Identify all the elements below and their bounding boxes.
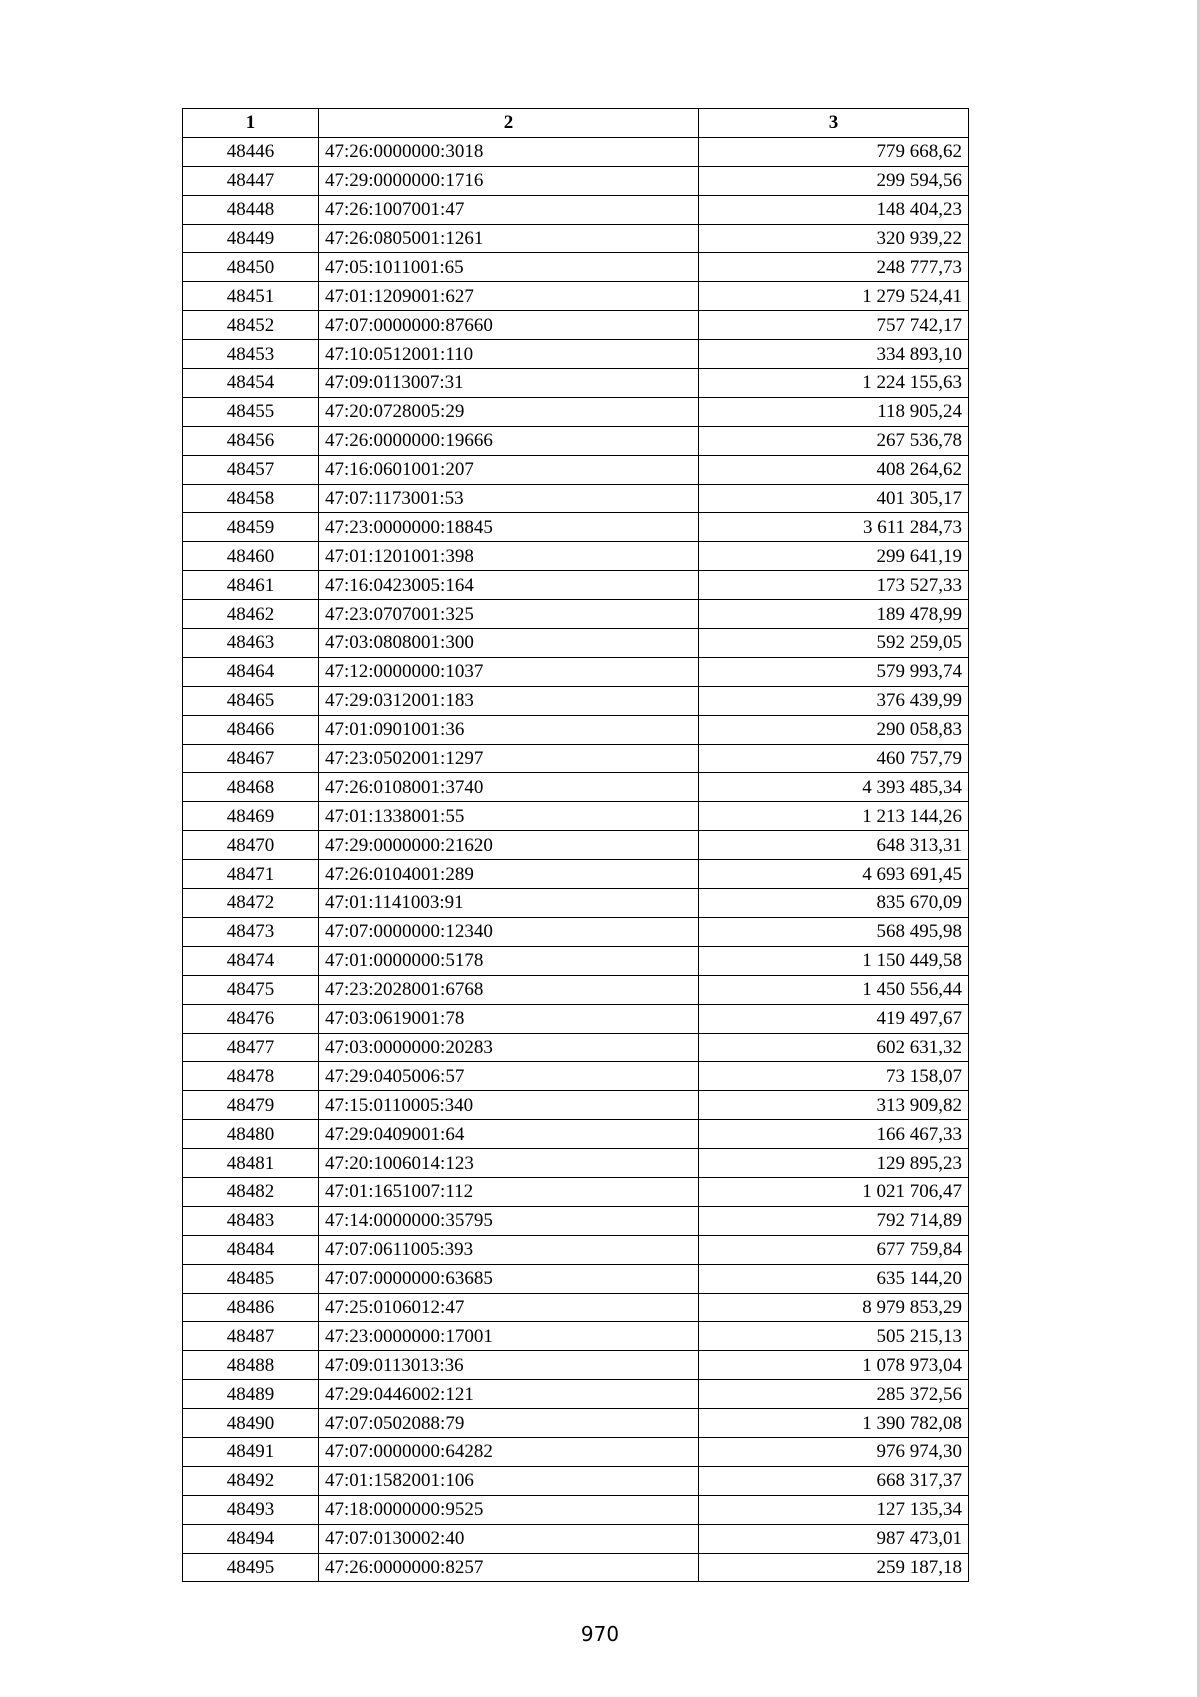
value-cell: 127 135,34 xyxy=(699,1495,969,1524)
cadastral-number-cell: 47:07:0000000:63685 xyxy=(319,1264,699,1293)
row-number-cell: 48450 xyxy=(183,253,319,282)
cadastral-number-cell: 47:07:0000000:64282 xyxy=(319,1437,699,1466)
cadastral-number-cell: 47:26:0104001:289 xyxy=(319,860,699,889)
cadastral-number-cell: 47:03:0000000:20283 xyxy=(319,1033,699,1062)
table-row xyxy=(183,1437,969,1466)
table-row xyxy=(183,1466,969,1495)
cadastral-number-cell: 47:29:0409001:64 xyxy=(319,1120,699,1149)
cadastral-number-cell: 47:09:0113007:31 xyxy=(319,369,699,398)
value-cell: 334 893,10 xyxy=(699,340,969,369)
cadastral-number-cell: 47:23:2028001:6768 xyxy=(319,975,699,1004)
value-cell: 173 527,33 xyxy=(699,571,969,600)
table-row xyxy=(183,1293,969,1322)
cadastral-number-cell: 47:03:0808001:300 xyxy=(319,629,699,658)
table-row xyxy=(183,1004,969,1033)
row-number-cell: 48490 xyxy=(183,1409,319,1438)
value-cell: 267 536,78 xyxy=(699,426,969,455)
value-cell: 148 404,23 xyxy=(699,195,969,224)
row-number-cell: 48463 xyxy=(183,629,319,658)
cadastral-number-cell: 47:20:0728005:29 xyxy=(319,397,699,426)
table-row xyxy=(183,1495,969,1524)
cadastral-number-cell: 47:29:0000000:1716 xyxy=(319,166,699,195)
table-row xyxy=(183,513,969,542)
row-number-cell: 48449 xyxy=(183,224,319,253)
value-cell: 1 213 144,26 xyxy=(699,802,969,831)
value-cell: 1 150 449,58 xyxy=(699,946,969,975)
table-row xyxy=(183,571,969,600)
column-header-3: 3 xyxy=(699,109,969,138)
table-row xyxy=(183,137,969,166)
value-cell: 248 777,73 xyxy=(699,253,969,282)
cadastral-number-cell: 47:07:0130002:40 xyxy=(319,1524,699,1553)
cadastral-number-cell: 47:29:0405006:57 xyxy=(319,1062,699,1091)
row-number-cell: 48491 xyxy=(183,1437,319,1466)
column-header-2: 2 xyxy=(319,109,699,138)
cadastral-number-cell: 47:25:0106012:47 xyxy=(319,1293,699,1322)
row-number-cell: 48460 xyxy=(183,542,319,571)
cadastral-number-cell: 47:20:1006014:123 xyxy=(319,1149,699,1178)
value-cell: 419 497,67 xyxy=(699,1004,969,1033)
cadastral-number-cell: 47:12:0000000:1037 xyxy=(319,657,699,686)
value-cell: 757 742,17 xyxy=(699,311,969,340)
row-number-cell: 48456 xyxy=(183,426,319,455)
row-number-cell: 48473 xyxy=(183,917,319,946)
row-number-cell: 48485 xyxy=(183,1264,319,1293)
value-cell: 408 264,62 xyxy=(699,455,969,484)
cadastral-number-cell: 47:23:0000000:18845 xyxy=(319,513,699,542)
table-row xyxy=(183,340,969,369)
row-number-cell: 48453 xyxy=(183,340,319,369)
table-row xyxy=(183,1033,969,1062)
cadastral-number-cell: 47:26:0000000:3018 xyxy=(319,137,699,166)
value-cell: 299 594,56 xyxy=(699,166,969,195)
value-cell: 290 058,83 xyxy=(699,715,969,744)
column-header-1: 1 xyxy=(183,109,319,138)
cadastral-number-cell: 47:09:0113013:36 xyxy=(319,1351,699,1380)
table-row xyxy=(183,1553,969,1582)
cadastral-number-cell: 47:01:1209001:627 xyxy=(319,282,699,311)
value-cell: 285 372,56 xyxy=(699,1380,969,1409)
value-cell: 835 670,09 xyxy=(699,889,969,918)
value-cell: 73 158,07 xyxy=(699,1062,969,1091)
value-cell: 677 759,84 xyxy=(699,1235,969,1264)
table-row xyxy=(183,1322,969,1351)
value-cell: 460 757,79 xyxy=(699,744,969,773)
table-row xyxy=(183,1120,969,1149)
table-row xyxy=(183,946,969,975)
value-cell: 1 224 155,63 xyxy=(699,369,969,398)
value-cell: 129 895,23 xyxy=(699,1149,969,1178)
table-row xyxy=(183,369,969,398)
cadastral-number-cell: 47:07:0000000:87660 xyxy=(319,311,699,340)
table-row xyxy=(183,311,969,340)
table-row xyxy=(183,1235,969,1264)
row-number-cell: 48480 xyxy=(183,1120,319,1149)
value-cell: 1 078 973,04 xyxy=(699,1351,969,1380)
row-number-cell: 48467 xyxy=(183,744,319,773)
table-row xyxy=(183,657,969,686)
row-number-cell: 48489 xyxy=(183,1380,319,1409)
value-cell: 635 144,20 xyxy=(699,1264,969,1293)
table-header-row xyxy=(183,109,969,138)
table-row xyxy=(183,484,969,513)
cadastral-number-cell: 47:18:0000000:9525 xyxy=(319,1495,699,1524)
table-row xyxy=(183,282,969,311)
cadastral-number-cell: 47:16:0601001:207 xyxy=(319,455,699,484)
table-row xyxy=(183,1409,969,1438)
row-number-cell: 48483 xyxy=(183,1206,319,1235)
cadastral-number-cell: 47:23:0707001:325 xyxy=(319,600,699,629)
cadastral-number-cell: 47:26:0805001:1261 xyxy=(319,224,699,253)
value-cell: 401 305,17 xyxy=(699,484,969,513)
row-number-cell: 48459 xyxy=(183,513,319,542)
value-cell: 259 187,18 xyxy=(699,1553,969,1582)
cadastral-number-cell: 47:03:0619001:78 xyxy=(319,1004,699,1033)
cadastral-number-cell: 47:01:1582001:106 xyxy=(319,1466,699,1495)
table-row xyxy=(183,1149,969,1178)
row-number-cell: 48484 xyxy=(183,1235,319,1264)
cadastral-number-cell: 47:29:0000000:21620 xyxy=(319,831,699,860)
value-cell: 792 714,89 xyxy=(699,1206,969,1235)
row-number-cell: 48479 xyxy=(183,1091,319,1120)
cadastral-number-cell: 47:01:0000000:5178 xyxy=(319,946,699,975)
table-row xyxy=(183,860,969,889)
cadastral-number-cell: 47:01:0901001:36 xyxy=(319,715,699,744)
row-number-cell: 48472 xyxy=(183,889,319,918)
cadastral-number-cell: 47:26:0000000:19666 xyxy=(319,426,699,455)
cadastral-number-cell: 47:07:0000000:12340 xyxy=(319,917,699,946)
row-number-cell: 48474 xyxy=(183,946,319,975)
row-number-cell: 48458 xyxy=(183,484,319,513)
cadastral-number-cell: 47:29:0312001:183 xyxy=(319,686,699,715)
cadastral-number-cell: 47:07:0611005:393 xyxy=(319,1235,699,1264)
row-number-cell: 48461 xyxy=(183,571,319,600)
row-number-cell: 48468 xyxy=(183,773,319,802)
row-number-cell: 48493 xyxy=(183,1495,319,1524)
table-row xyxy=(183,629,969,658)
value-cell: 189 478,99 xyxy=(699,600,969,629)
table-row xyxy=(183,1380,969,1409)
table-row xyxy=(183,715,969,744)
value-cell: 602 631,32 xyxy=(699,1033,969,1062)
table-row xyxy=(183,1062,969,1091)
row-number-cell: 48477 xyxy=(183,1033,319,1062)
value-cell: 376 439,99 xyxy=(699,686,969,715)
table-row xyxy=(183,1264,969,1293)
table-row xyxy=(183,1091,969,1120)
cadastral-number-cell: 47:07:0502088:79 xyxy=(319,1409,699,1438)
cadastral-number-cell: 47:05:1011001:65 xyxy=(319,253,699,282)
value-cell: 579 993,74 xyxy=(699,657,969,686)
data-table xyxy=(182,108,969,1582)
value-cell: 4 693 691,45 xyxy=(699,860,969,889)
value-cell: 8 979 853,29 xyxy=(699,1293,969,1322)
row-number-cell: 48494 xyxy=(183,1524,319,1553)
row-number-cell: 48476 xyxy=(183,1004,319,1033)
table-row xyxy=(183,802,969,831)
value-cell: 1 021 706,47 xyxy=(699,1177,969,1206)
table-row xyxy=(183,253,969,282)
value-cell: 592 259,05 xyxy=(699,629,969,658)
table-row xyxy=(183,975,969,1004)
row-number-cell: 48488 xyxy=(183,1351,319,1380)
row-number-cell: 48470 xyxy=(183,831,319,860)
cadastral-number-cell: 47:01:1338001:55 xyxy=(319,802,699,831)
value-cell: 668 317,37 xyxy=(699,1466,969,1495)
table-row xyxy=(183,1351,969,1380)
table-row xyxy=(183,224,969,253)
row-number-cell: 48446 xyxy=(183,137,319,166)
row-number-cell: 48481 xyxy=(183,1149,319,1178)
row-number-cell: 48465 xyxy=(183,686,319,715)
table-row xyxy=(183,542,969,571)
value-cell: 320 939,22 xyxy=(699,224,969,253)
value-cell: 4 393 485,34 xyxy=(699,773,969,802)
value-cell: 1 279 524,41 xyxy=(699,282,969,311)
page-number: 970 xyxy=(580,1622,620,1646)
row-number-cell: 48462 xyxy=(183,600,319,629)
row-number-cell: 48452 xyxy=(183,311,319,340)
row-number-cell: 48455 xyxy=(183,397,319,426)
value-cell: 299 641,19 xyxy=(699,542,969,571)
table-row xyxy=(183,686,969,715)
row-number-cell: 48487 xyxy=(183,1322,319,1351)
value-cell: 1 390 782,08 xyxy=(699,1409,969,1438)
table-row xyxy=(183,773,969,802)
table-row xyxy=(183,1206,969,1235)
cadastral-number-cell: 47:26:0000000:8257 xyxy=(319,1553,699,1582)
table-row xyxy=(183,600,969,629)
value-cell: 118 905,24 xyxy=(699,397,969,426)
row-number-cell: 48475 xyxy=(183,975,319,1004)
value-cell: 166 467,33 xyxy=(699,1120,969,1149)
cadastral-number-cell: 47:16:0423005:164 xyxy=(319,571,699,600)
cadastral-number-cell: 47:15:0110005:340 xyxy=(319,1091,699,1120)
table-row xyxy=(183,195,969,224)
value-cell: 648 313,31 xyxy=(699,831,969,860)
value-cell: 976 974,30 xyxy=(699,1437,969,1466)
value-cell: 1 450 556,44 xyxy=(699,975,969,1004)
cadastral-number-cell: 47:01:1201001:398 xyxy=(319,542,699,571)
value-cell: 568 495,98 xyxy=(699,917,969,946)
row-number-cell: 48492 xyxy=(183,1466,319,1495)
cadastral-number-cell: 47:29:0446002:121 xyxy=(319,1380,699,1409)
row-number-cell: 48457 xyxy=(183,455,319,484)
table-row xyxy=(183,426,969,455)
cadastral-number-cell: 47:01:1651007:112 xyxy=(319,1177,699,1206)
table-row xyxy=(183,889,969,918)
table-row xyxy=(183,831,969,860)
table-row xyxy=(183,917,969,946)
value-cell: 505 215,13 xyxy=(699,1322,969,1351)
row-number-cell: 48447 xyxy=(183,166,319,195)
cadastral-number-cell: 47:14:0000000:35795 xyxy=(319,1206,699,1235)
cadastral-number-cell: 47:07:1173001:53 xyxy=(319,484,699,513)
value-cell: 987 473,01 xyxy=(699,1524,969,1553)
value-cell: 3 611 284,73 xyxy=(699,513,969,542)
row-number-cell: 48448 xyxy=(183,195,319,224)
table-row xyxy=(183,1524,969,1553)
row-number-cell: 48466 xyxy=(183,715,319,744)
table-body xyxy=(183,137,969,1582)
cadastral-number-cell: 47:23:0000000:17001 xyxy=(319,1322,699,1351)
table-row xyxy=(183,1177,969,1206)
cadastral-number-cell: 47:26:1007001:47 xyxy=(319,195,699,224)
row-number-cell: 48451 xyxy=(183,282,319,311)
value-cell: 779 668,62 xyxy=(699,137,969,166)
row-number-cell: 48486 xyxy=(183,1293,319,1322)
table-row xyxy=(183,744,969,773)
row-number-cell: 48464 xyxy=(183,657,319,686)
cadastral-number-cell: 47:10:0512001:110 xyxy=(319,340,699,369)
row-number-cell: 48471 xyxy=(183,860,319,889)
row-number-cell: 48478 xyxy=(183,1062,319,1091)
table-row xyxy=(183,455,969,484)
table-row xyxy=(183,166,969,195)
table-row xyxy=(183,397,969,426)
row-number-cell: 48454 xyxy=(183,369,319,398)
cadastral-number-cell: 47:01:1141003:91 xyxy=(319,889,699,918)
row-number-cell: 48469 xyxy=(183,802,319,831)
cadastral-number-cell: 47:23:0502001:1297 xyxy=(319,744,699,773)
row-number-cell: 48495 xyxy=(183,1553,319,1582)
cadastral-number-cell: 47:26:0108001:3740 xyxy=(319,773,699,802)
value-cell: 313 909,82 xyxy=(699,1091,969,1120)
row-number-cell: 48482 xyxy=(183,1177,319,1206)
